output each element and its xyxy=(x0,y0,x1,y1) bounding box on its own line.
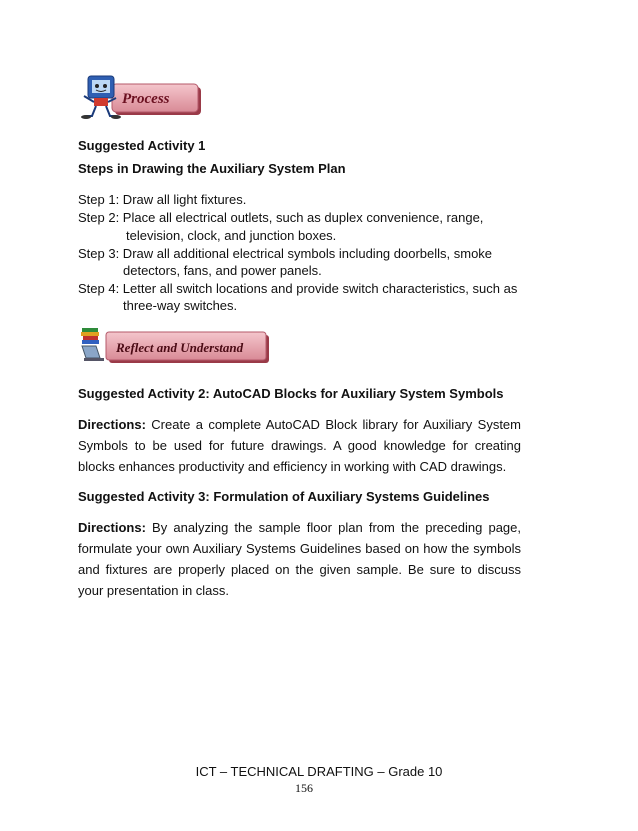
step-2-continuation: television, clock, and junction boxes. xyxy=(126,228,337,243)
process-banner-label: Process xyxy=(122,91,170,107)
step-2-line: Step 2: Place all electrical outlets, such as duplex convenience, range, xyxy=(78,210,484,225)
computer-mascot-icon xyxy=(81,76,121,119)
reflect-banner-graphic xyxy=(78,326,272,366)
books-laptop-icon xyxy=(81,328,104,361)
step-3-line: Step 3: Draw all additional electrical symbols including doorbells, smoke xyxy=(78,246,493,261)
activity2-directions-label: Directions: xyxy=(78,417,146,432)
activity3-heading: Suggested Activity 3: Formulation of Auxiliary Systems Guidelines xyxy=(78,489,490,504)
activity2-heading: Suggested Activity 2: AutoCAD Blocks for Auxiliary System Symbols xyxy=(78,386,504,401)
process-banner-graphic xyxy=(78,72,206,122)
reflect-banner xyxy=(78,326,272,366)
activity1-subheading: Steps in Drawing the Auxiliary System Plan xyxy=(78,161,346,176)
activity2-directions xyxy=(78,414,521,477)
activity3-directions-text: By analyzing the sample floor plan from the preceding page, formulate your own Auxiliary Systems Guidelines based on how the symbols and fixtures are properly placed on the given sample. Be sure to discuss your presentation in class. xyxy=(78,520,521,598)
activity1-heading: Suggested Activity 1 xyxy=(78,138,206,153)
footer-course-line: ICT – TECHNICAL DRAFTING – Grade 10 xyxy=(195,764,443,779)
step-4-line: Step 4: Letter all switch locations and provide switch characteristics, such as xyxy=(78,281,518,296)
activity3-directions xyxy=(78,517,521,601)
step-3-continuation: detectors, fans, and power panels. xyxy=(123,263,322,278)
activity3-directions-label: Directions: xyxy=(78,520,146,535)
activity2-directions-text: Create a complete AutoCAD Block library for Auxiliary System Symbols to be used for future drawings. A good knowledge for creating blocks enhances productivity and efficiency in working with CAD drawings. xyxy=(78,417,521,474)
process-banner xyxy=(78,72,206,122)
reflect-banner-label: Reflect and Understand xyxy=(116,340,244,355)
page-number: 156 xyxy=(295,781,313,795)
step-4-continuation: three-way switches. xyxy=(123,298,238,313)
step-1-line: Step 1: Draw all light fixtures. xyxy=(78,192,247,207)
